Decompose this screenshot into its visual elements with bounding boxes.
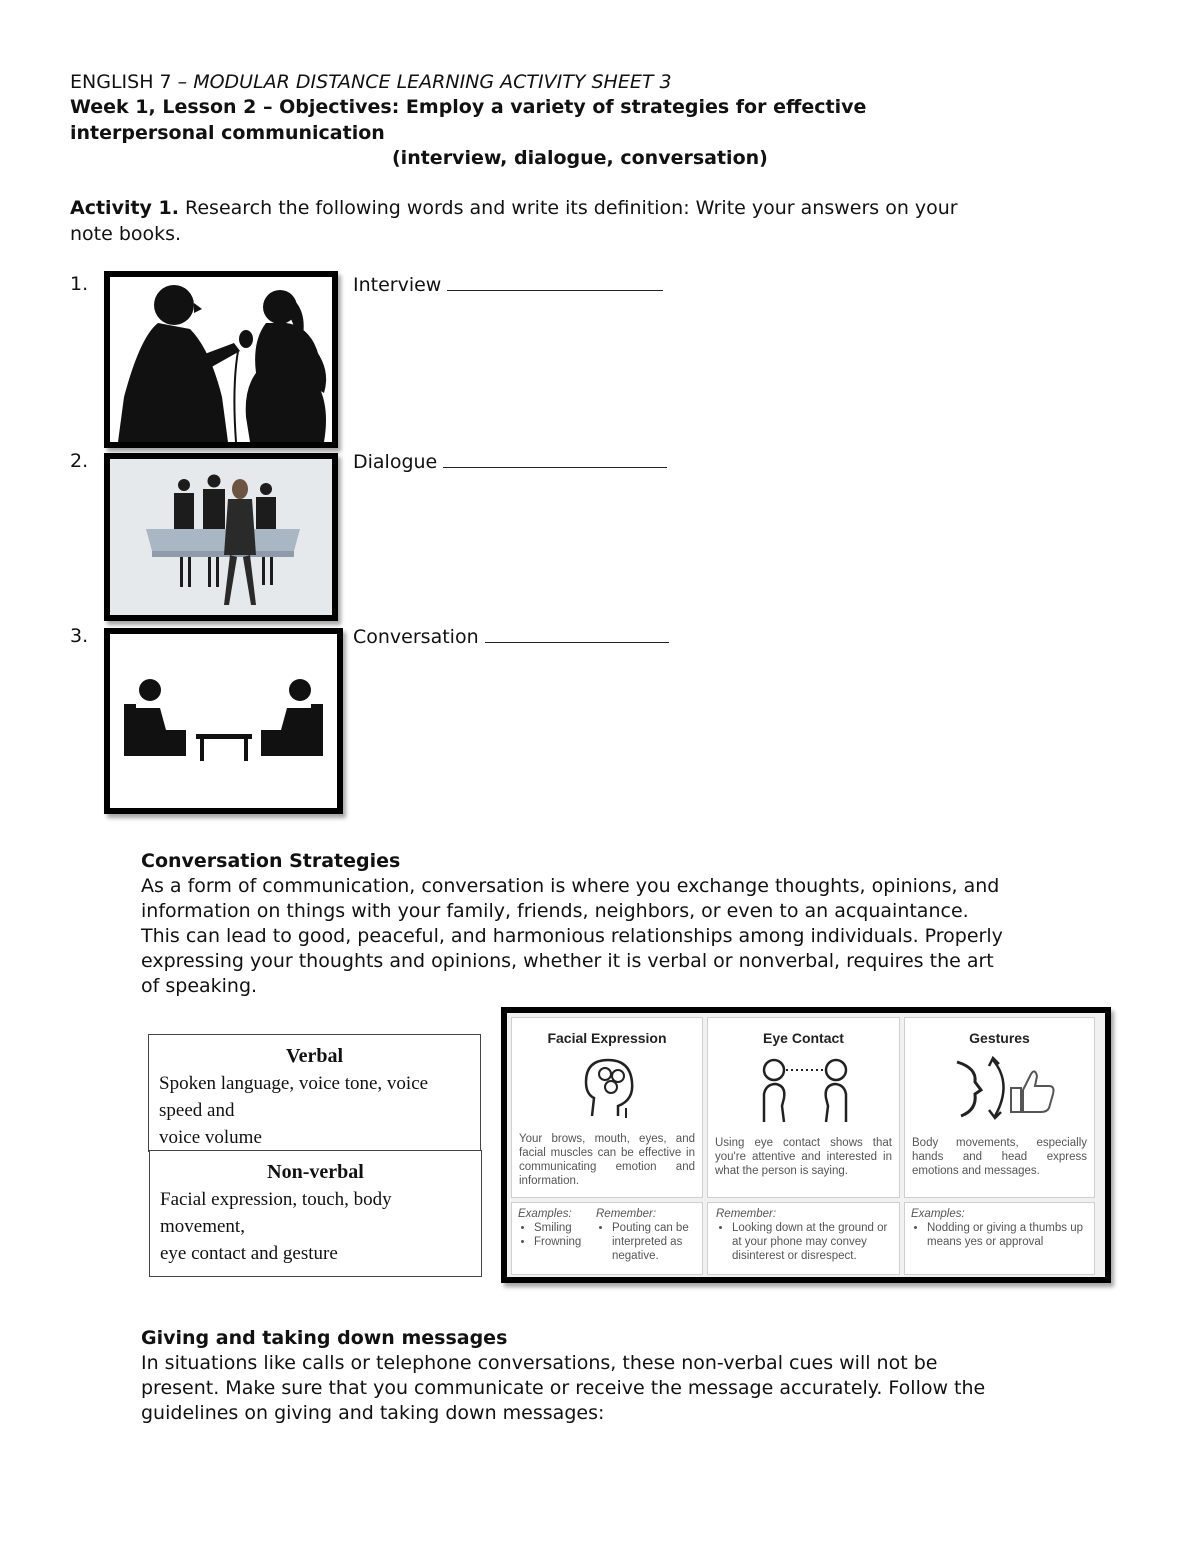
nonverbal-description: eye contact and gesture [160,1243,338,1264]
remember-label: Remember: [716,1208,777,1220]
gestures-examples [911,1207,1089,1249]
item-word-1 [353,272,663,298]
facial-remember [596,1207,700,1263]
activity-instructions-line-2: note books. [70,223,182,245]
activity-instructions [70,196,958,221]
dialogue-label: Dialogue [353,451,438,473]
gestures-thumbs-up-icon [951,1054,1061,1126]
messages-paragraph [141,1351,1131,1426]
eye-contact-remember-cell [707,1202,900,1275]
conversation-strategies-paragraph [141,874,1131,999]
eye-contact-title: Eye Contact [763,1030,844,1046]
interview-silhouette-icon [110,277,332,442]
item-number-2: 2. [70,450,89,472]
verbal-box [148,1034,481,1152]
verbal-title: Verbal [285,1045,344,1067]
paragraph-line: In situations like calls or telephone conversations, these non-verbal cues will not be [141,1352,938,1374]
remember-item: • Pouting can be interpreted as negative. [612,1221,700,1263]
gestures-title: Gestures [969,1030,1030,1046]
paragraph-line: guidelines on giving and taking down messages: [141,1402,605,1424]
dialogue-image [104,453,338,621]
examples-label: Examples: [518,1208,572,1220]
gestures-description: Body movements, especially hands and head express emotions and messages. [912,1137,1087,1177]
paragraph-line: expressing your thoughts and opinions, whether it is verbal or nonverbal, requires the art [141,950,994,972]
facial-expression-examples-cell [511,1202,703,1275]
interview-image [104,271,338,448]
example-item: • Frowning [534,1235,581,1249]
conversation-label: Conversation [353,626,479,648]
conversation-answer-blank[interactable] [485,624,669,643]
interview-label: Interview [353,274,442,296]
paragraph-line: As a form of communication, conversation is where you exchange thoughts, opinions, and [141,875,1000,897]
facial-expression-description: Your brows, mouth, eyes, and facial muscles can be effective in communicating emotion and information. [519,1133,695,1187]
eye-contact-icon [760,1056,850,1126]
conversation-chairs-icon [110,634,337,808]
objective-line-3: (interview, dialogue, conversation) [392,147,768,169]
paragraph-line: of speaking. [141,975,258,997]
item-number-1: 1. [70,273,89,295]
verbal-description: Spoken language, voice tone, voice speed and [159,1073,429,1121]
facial-expression-title: Facial Expression [547,1030,667,1046]
nonverbal-title: Non-verbal [267,1161,364,1183]
sheet-title [70,70,672,95]
eye-contact-cell [707,1017,900,1198]
activity-instructions-text: Research the following words and write its definition: Write your answers on your [178,197,958,219]
messages-heading: Giving and taking down messages [141,1327,508,1349]
verbal-description: voice volume [159,1127,262,1148]
conversation-image [104,628,343,814]
example-item: • Nodding or giving a thumbs up means yes or approval [927,1221,1089,1249]
subject-label: ENGLISH 7 – [70,71,194,93]
facial-examples [518,1207,581,1249]
facial-expression-cell [511,1017,703,1198]
remember-item: • Looking down at the ground or at your phone may convey disinterest or disrespect. [732,1221,894,1263]
interview-answer-blank[interactable] [447,272,663,291]
dialogue-answer-blank[interactable] [443,449,667,468]
remember-label: Remember: [596,1208,657,1220]
conversation-strategies-heading: Conversation Strategies [141,850,401,872]
gestures-examples-cell [904,1202,1095,1275]
paragraph-line: information on things with your family, friends, neighbors, or even to an acquaintance. [141,900,969,922]
gestures-cell [904,1017,1095,1198]
paragraph-line: This can lead to good, peaceful, and harmonious relationships among individuals. Properly [141,925,1003,947]
panel-dialogue-icon [110,459,332,615]
activity-label: Activity 1. [70,197,179,219]
eye-contact-description: Using eye contact shows that you're attentive and interested in what the person is saying. [715,1137,892,1177]
eye-remember [716,1207,894,1263]
nonverbal-description: Facial expression, touch, body movement, [160,1189,392,1237]
paragraph-line: present. Make sure that you communicate or receive the message accurately. Follow the [141,1377,986,1399]
examples-label: Examples: [911,1208,965,1220]
item-number-3: 3. [70,625,89,647]
face-head-icon [578,1054,640,1124]
example-item: • Smiling [534,1221,581,1235]
nonverbal-cues-chart [501,1007,1111,1283]
objective-line-2: interpersonal communication [70,122,385,144]
item-word-3 [353,624,669,650]
objective-line-1: Week 1, Lesson 2 – Objectives: Employ a variety of strategies for effective [70,96,867,118]
nonverbal-box [149,1150,482,1277]
sheet-title-text: MODULAR DISTANCE LEARNING ACTIVITY SHEET 3 [193,71,672,93]
item-word-2 [353,449,667,475]
